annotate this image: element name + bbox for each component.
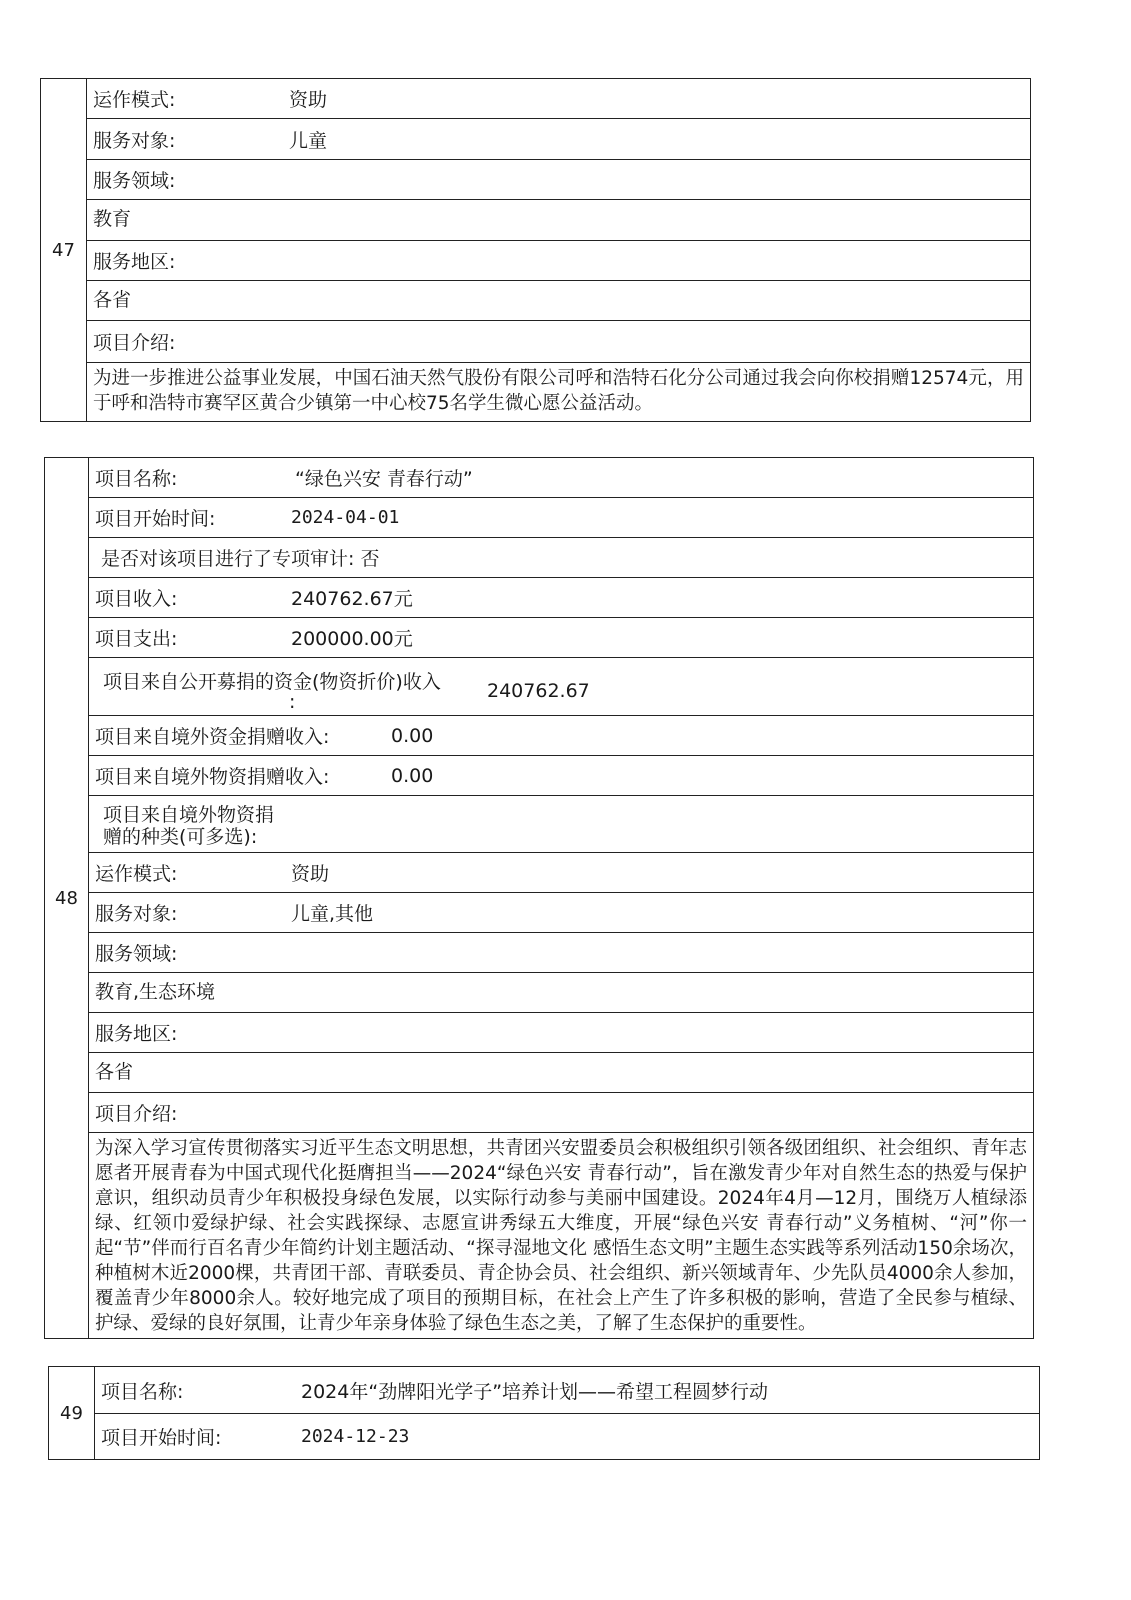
project-47-table bbox=[40, 78, 1031, 422]
foreign-fund-value: 0.00 bbox=[391, 724, 434, 747]
project-intro-text: 为深入学习宣传贯彻落实习近平生态文明思想，共青团兴安盟委员会积极组织引领各级团组织、社会组织、青年志愿者开展青春为中国式现代化挺膺担当——2024“绿色兴安 青春行动”，旨在激发青少年对自然生态的热爱与保护意识，组织动员青少年积极投身绿色发展，以实际行动参与美丽中国建设。2024年4月—12月，围绕万人植绿添绿、红领巾爱绿护绿、社会实践探绿、志愿宣讲秀绿五大维度，开展“绿色兴安 青春行动”义务植树、“河”你一起“节”伴而行百名青少年简约计划主题活动、“探寻湿地文化 感悟生态文明”主题生态实践等系列活动150余场次，种植树木近2000棵，共青团干部、青联委员、青企协会员、社会组织、新兴领域青年、少先队员4000余人参加，覆盖青少年8000余人。较好地完成了项目的预期目标，在社会上产生了许多积极的影响，营造了全民参与植绿、护绿、爱绿的良好氛围，让青少年亲身体验了绿色生态之美，了解了生态保护的重要性。 bbox=[95, 1138, 1027, 1334]
public-fundraising-income-row bbox=[89, 658, 1033, 716]
project-intro-label: 项目介绍: bbox=[95, 1103, 178, 1125]
project-intro-text: 为进一步推进公益事业发展，中国石油天然气股份有限公司呼和浩特石化分公司通过我会向你校捐赠12574元，用于呼和浩特市赛罕区黄合少镇第一中心校75名学生微心愿公益活动。 bbox=[93, 368, 1024, 414]
operation-mode-label: 运作模式: bbox=[95, 863, 178, 885]
project-intro-label-row bbox=[89, 1093, 1033, 1133]
public-fundraising-colon: : bbox=[289, 691, 296, 713]
expense-value: 200000.00元 bbox=[291, 628, 413, 650]
special-audit-text: 是否对该项目进行了专项审计: 否 bbox=[101, 548, 380, 570]
start-time-value: 2024-04-01 bbox=[291, 507, 400, 528]
service-field-label: 服务领域: bbox=[95, 943, 178, 965]
foreign-goods-row bbox=[89, 756, 1033, 796]
service-target-value: 儿童,其他 bbox=[291, 903, 374, 925]
service-region-value: 各省 bbox=[95, 1061, 134, 1083]
income-label: 项目收入: bbox=[95, 588, 178, 610]
public-fundraising-label-text: 项目来自公开募捐的资金(物资折价)收入 bbox=[103, 671, 441, 693]
service-region-value-row bbox=[87, 281, 1030, 321]
income-value: 240762.67元 bbox=[291, 588, 413, 610]
foreign-goods-value: 0.00 bbox=[391, 764, 434, 787]
service-field-label-row bbox=[89, 933, 1033, 973]
project-name-value: “绿色兴安 青春行动” bbox=[295, 468, 473, 490]
operation-mode-label: 运作模式: bbox=[93, 89, 176, 111]
operation-mode-row bbox=[87, 79, 1030, 119]
service-region-label: 服务地区: bbox=[95, 1023, 178, 1045]
service-region-label-row bbox=[87, 241, 1030, 281]
foreign-fund-row bbox=[89, 716, 1033, 756]
service-target-row bbox=[87, 119, 1030, 160]
expense-row bbox=[89, 618, 1033, 658]
service-field-value: 教育,生态环境 bbox=[95, 981, 216, 1003]
service-region-value-row bbox=[89, 1053, 1033, 1093]
start-time-label: 项目开始时间: bbox=[101, 1427, 222, 1449]
service-target-label: 服务对象: bbox=[93, 129, 176, 152]
project-name-value: 2024年“劲牌阳光学子”培养计划——希望工程圆梦行动 bbox=[301, 1380, 769, 1403]
special-audit-row bbox=[89, 538, 1033, 578]
start-time-value: 2024-12-23 bbox=[301, 1426, 410, 1447]
service-region-label: 服务地区: bbox=[93, 251, 176, 273]
service-region-value: 各省 bbox=[93, 289, 132, 311]
start-time-label: 项目开始时间: bbox=[95, 508, 216, 530]
public-fundraising-income-value: 240762.67 bbox=[487, 680, 590, 702]
service-field-value-row bbox=[89, 973, 1033, 1013]
project-intro-label: 项目介绍: bbox=[93, 332, 176, 354]
start-time-row bbox=[95, 1414, 1039, 1459]
service-region-label-row bbox=[89, 1013, 1033, 1053]
project-48-table bbox=[44, 457, 1034, 1339]
service-field-label: 服务领域: bbox=[93, 170, 176, 192]
foreign-goods-type-label bbox=[103, 804, 274, 848]
project-49-table bbox=[48, 1366, 1040, 1460]
start-time-row bbox=[89, 498, 1033, 538]
project-number: 47 bbox=[41, 79, 87, 421]
foreign-goods-type-line-1: 项目来自境外物资捐 bbox=[103, 804, 275, 826]
foreign-goods-type-line-2: 赠的种类(可多选): bbox=[103, 826, 258, 848]
project-name-row bbox=[95, 1367, 1039, 1414]
foreign-goods-label: 项目来自境外物资捐赠收入: bbox=[95, 766, 330, 788]
project-name-label: 项目名称: bbox=[95, 468, 178, 490]
public-fundraising-income-label bbox=[103, 672, 487, 712]
project-name-label: 项目名称: bbox=[101, 1380, 184, 1403]
project-number: 49 bbox=[49, 1367, 95, 1459]
foreign-fund-label: 项目来自境外资金捐赠收入: bbox=[95, 726, 330, 748]
service-target-value: 儿童 bbox=[289, 129, 328, 152]
service-field-label-row bbox=[87, 160, 1030, 200]
income-row bbox=[89, 578, 1033, 618]
operation-mode-row bbox=[89, 853, 1033, 893]
service-target-label: 服务对象: bbox=[95, 903, 178, 925]
project-intro-label-row bbox=[87, 321, 1030, 363]
operation-mode-value: 资助 bbox=[291, 863, 330, 885]
project-name-row bbox=[89, 458, 1033, 498]
project-number: 48 bbox=[45, 458, 89, 1338]
service-field-value: 教育 bbox=[93, 208, 132, 230]
operation-mode-value: 资助 bbox=[289, 89, 328, 111]
expense-label: 项目支出: bbox=[95, 628, 178, 650]
service-field-value-row bbox=[87, 200, 1030, 241]
foreign-goods-type-row bbox=[89, 796, 1033, 853]
service-target-row bbox=[89, 893, 1033, 933]
